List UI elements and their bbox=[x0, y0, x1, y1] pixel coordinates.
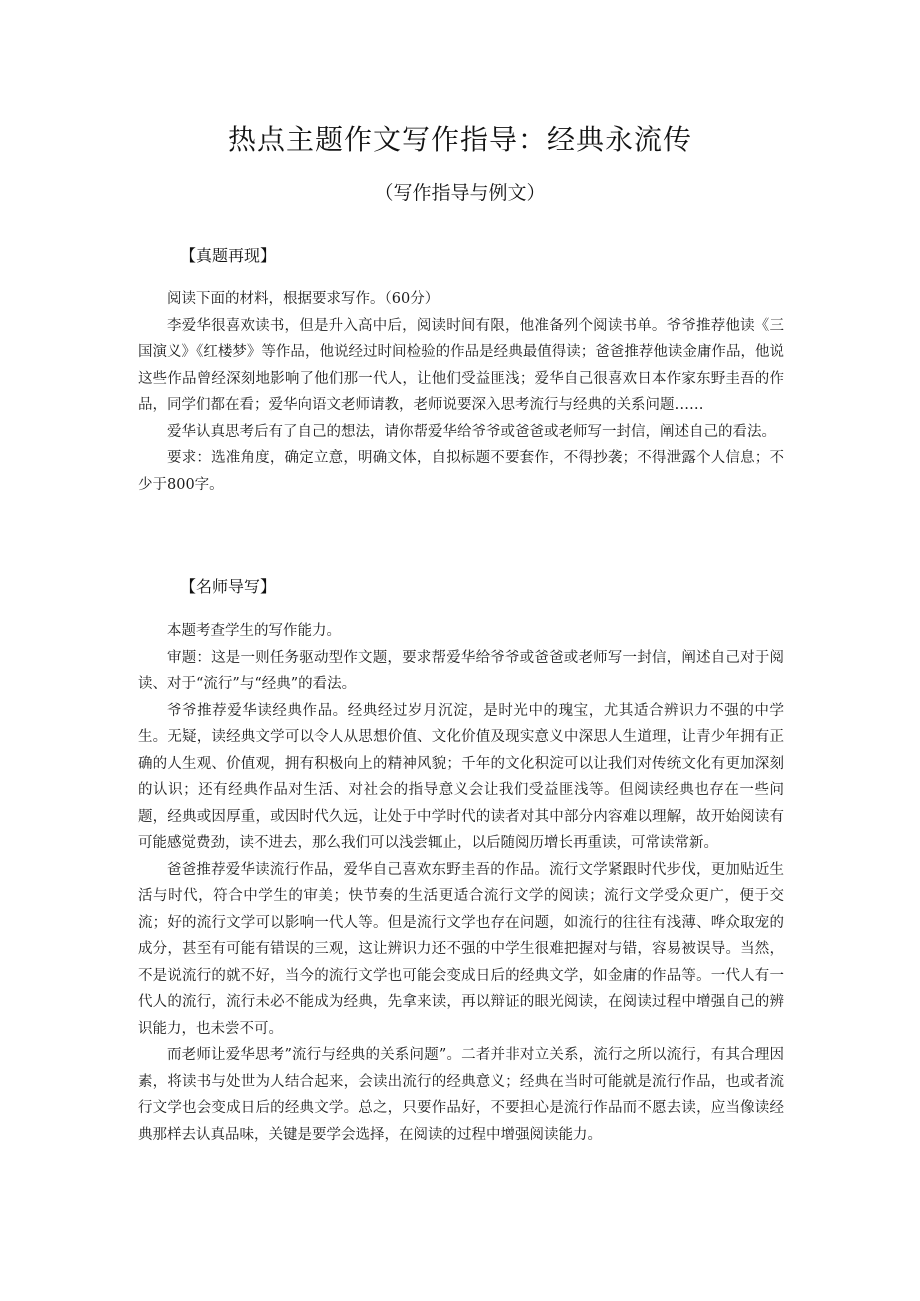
document-title: 热点主题作文写作指导：经典永流传 bbox=[227, 123, 692, 156]
paragraph: 爷爷推荐爱华读经典作品。经典经过岁月沉淀，是时光中的瑰宝，尤其适合辨识力不强的中学生。无疑，读经典文学可以令人从思想价值、文化价值及现实意义中深思人生道理，让青少年拥有正确的人生观、价值观，拥有积极向上的精神风貌；千年的文化积淀可以让我们对传统文化有更加深刻的认识；还有经典作品对生活、对社会的指导意义会让我们受益匪浅等。但阅读经典也存在一些问题，经典或因厚重，或因时代久远，让处于中学时代的读者对其中部分内容难以理解，故开始阅读有可能感觉费劲，读不进去，那么我们可以浅尝辄止，以后随阅历增长再重读，可常读常新。 bbox=[138, 702, 784, 851]
paragraph: 爸爸推荐爱华读流行作品，爱华自己喜欢东野圭吾的作品。流行文学紧跟时代步伐，更加贴近生活与时代，符合中学生的审美；快节奏的生活更适合流行文学的阅读；流行文学受众更广，便于交流；好的流行文学可以影响一代人等。但是流行文学也存在问题，如流行的往往有浅薄、哗众取宠的成分，甚至有可能有错误的三观，这让辨识力还不强的中学生很难把握对与错，容易被误导。当然，不是说流行的就不好，当今的流行文学也可能会变成日后的经典文学，如金庸的作品等。一代人有一代人的流行，流行未必不能成为经典，先拿来读，再以辩证的眼光阅读，在阅读过程中增强自己的辨识能力，也未尝不可。 bbox=[138, 861, 784, 1037]
question-material-block bbox=[138, 286, 784, 498]
paragraph: 爱华认真思考后有了自己的想法，请你帮爱华给爷爷或爸爸或老师写一封信，阐述自己的看法。 bbox=[167, 423, 776, 440]
paragraph: 阅读下面的材料，根据要求写作。（60分） bbox=[167, 291, 440, 307]
document-subtitle: （写作指导与例文） bbox=[374, 182, 546, 204]
paragraph: 本题考查学生的写作能力。 bbox=[167, 623, 341, 639]
paragraph: 审题：这是一则任务驱动型作文题，要求帮爱华给爷爷或爸爸或老师写一封信，阐述自己对于阅读、对于“流行”与“经典”的看法。 bbox=[138, 649, 784, 692]
teacher-guide-block bbox=[138, 618, 784, 1148]
section-heading-real-question: 【真题再现】 bbox=[180, 246, 277, 265]
section-heading-teacher-guide: 【名师导写】 bbox=[180, 577, 277, 596]
paragraph: 要求：选准角度，确定立意，明确文体，自拟标题不要套作，不得抄袭；不得泄露个人信息；不少于800字。 bbox=[138, 450, 784, 493]
paragraph: 而老师让爱华思考”流行与经典的关系问题”。二者并非对立关系，流行之所以流行，有其合理因素，将读书与处世为人结合起来，会读出流行的经典意义；经典在当时可能就是流行作品，也或者流行文学也会变成日后的经典文学。总之，只要作品好，不要担心是流行作品而不愿去读，应当像读经典那样去认真品味，关键是要学会选择，在阅读的过程中增强阅读能力。 bbox=[138, 1047, 784, 1143]
paragraph: 李爱华很喜欢读书，但是升入高中后，阅读时间有限，他准备列个阅读书单。爷爷推荐他读《三国演义》《红楼梦》等作品，他说经过时间检验的作品是经典最值得读；爸爸推荐他读金庸作品，他说这些作品曾经深刻地影响了他们那一代人，让他们受益匪浅；爱华自己很喜欢日本作家东野圭吾的作品，同学们都在看；爱华向语文老师请教，老师说要深入思考流行与经典的关系问题…… bbox=[138, 317, 784, 413]
